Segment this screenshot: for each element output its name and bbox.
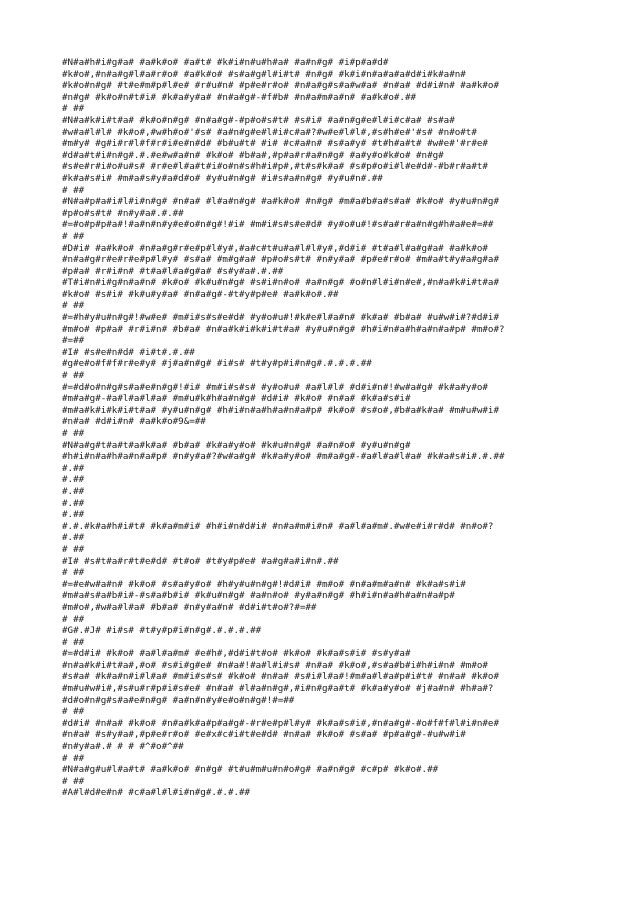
text-line: # ## [62, 613, 85, 625]
text-line: #.## [62, 474, 85, 486]
text-line: #s#e#r#i#o#u#s# #r#e#l#a#t#i#o#n#s#h#i#p#,#t#s#k#a# #s#p#o#i#l#e#d#-#b#r#a#t# [62, 161, 488, 173]
text-line: #s#a# #k#a#n#i#l#a# #m#i#s#s# #k#o# #n#a# #s#i#l#a#!#m#a#l#a#p#i#t# #n#a# #k#o# [62, 671, 499, 683]
text-line: #k#o#n#g# #t#e#m#p#l#e# #r#u#n# #p#e#r#o# #n#a#g#s#a#w#a# #n#a# #d#i#n# #a#k#o# [62, 80, 499, 92]
text-line: #d#i# #n#a# #k#o# #n#a#k#a#p#a#g#-#r#e#p#l#y# #k#a#s#i#,#n#a#g#-#o#f#f#l#i#n#e# [62, 717, 499, 729]
text-line: #=#o#p#p#a#!#a#n#n#y#e#o#n#g#!#i# #m#i#s#s#e#d# #y#o#u#!#s#a#r#a#n#g#h#a#e#=## [62, 219, 494, 231]
text-line: #m#y# #g#i#r#l#f#r#i#e#n#d# #b#u#t# #i# #c#a#n# #s#a#y# #t#h#a#t# #w#e#'#r#e# [62, 138, 488, 150]
text-line: #d#a#t#i#n#g#.#.#e#w#a#n# #k#o# #b#a#,#p#a#r#a#n#g# #a#y#o#k#o# #n#g# [62, 149, 444, 161]
text-line: #k#o#,#n#a#g#l#a#r#o# #a#k#o# #s#a#g#l#i#t# #n#g# #k#i#n#a#a#a#d#i#k#a#n# [62, 68, 466, 80]
text-line: # ## [62, 636, 85, 648]
text-line: # ## [62, 706, 85, 718]
text-line: #.#.#k#a#h#i#t# #k#a#m#i# #h#i#n#d#i# #n#a#m#i#n# #a#l#a#m#.#w#e#i#r#d# #n#o#? [62, 520, 494, 532]
text-line: #p#o#s#t# #n#y#a#.#.## [62, 207, 184, 219]
text-line: #.## [62, 462, 85, 474]
text-line: #G#.#J# #i#s# #t#y#p#i#n#g#.#.#.#.## [62, 625, 262, 637]
text-line: #w#a#l#l# #k#o#,#w#h#o#'#s# #a#n#g#e#l#i#c#a#?#w#e#l#l#,#s#h#e#'#s# #n#o#t# [62, 126, 477, 138]
text-line: #n#a#g#r#e#r#e#p#l#y# #s#a# #m#g#a# #p#o#s#t# #n#y#a# #p#e#r#o# #m#a#t#y#a#g#a# [62, 254, 499, 266]
text-line: #N#a#p#a#i#l#i#n#g# #n#a# #l#a#n#g# #a#k#o# #n#g# #m#a#b#a#s#a# #k#o# #y#u#n#g# [62, 196, 499, 208]
text-line: #n#a#k#i#t#a#,#o# #s#i#g#e# #n#a#!#a#l#i#s# #n#a# #k#o#,#s#a#b#i#h#i#n# #m#o# [62, 659, 488, 671]
text-line: # ## [62, 567, 85, 579]
text-line: #m#o#,#w#a#l#a# #b#a# #n#y#a#n# #d#i#t#o#?#=## [62, 601, 317, 613]
text-line: #g#e#o#f#f#r#e#y# #j#a#n#g# #i#s# #t#y#p#i#n#g#.#.#.#.## [62, 358, 372, 370]
text-line: #h#i#n#a#h#a#n#a#p# #n#y#a#?#w#a#g# #k#a#y#o# #m#a#g#-#a#l#a#l#a# #k#a#s#i#.#.## [62, 451, 505, 463]
text-line: # ## [62, 775, 85, 787]
text-line: #=## [62, 335, 85, 347]
text-line: #k#o# #s#i# #k#u#y#a# #n#a#g#-#t#y#p#e# #a#k#o#.## [62, 288, 339, 300]
text-line: #=#e#w#a#n# #k#o# #s#a#y#o# #h#y#u#n#g#!#d#i# #m#o# #n#a#m#a#n# #k#a#s#i# [62, 578, 466, 590]
text-line: #k#a#s#i# #m#a#s#y#a#d#o# #y#u#n#g# #i#s#a#n#g# #y#u#n#.## [62, 172, 383, 184]
text-line: #.## [62, 532, 85, 544]
text-line: #=#h#y#u#n#g#!#w#e# #m#i#s#s#e#d# #y#o#u#!#k#e#l#a#n# #k#a# #b#a# #u#w#i#?#d#i# [62, 312, 499, 324]
text-line: # ## [62, 103, 85, 115]
document-body [62, 57, 622, 799]
text-line: #d#o#n#g#s#a#e#n#g# #a#n#n#y#e#o#n#g#!#=## [62, 694, 295, 706]
text-line: #N#a#g#u#l#a#t# #a#k#o# #n#g# #t#u#m#u#n#o#g# #a#n#g# #c#p# #k#o#.## [62, 764, 439, 776]
text-line: # ## [62, 184, 85, 196]
text-line: #.## [62, 509, 85, 521]
text-line: #I# #s#t#a#r#t#e#d# #t#o# #t#y#p#e# #a#g#a#i#n#.## [62, 555, 339, 567]
text-line: #N#a#k#i#t#a# #k#o#n#g# #n#a#g#-#p#o#s#t# #s#i# #a#n#g#e#l#i#c#a# #s#a# [62, 114, 455, 126]
text-line: #m#u#w#i#,#s#u#r#p#i#s#e# #n#a# #l#a#n#g#,#i#n#g#a#t# #k#a#y#o# #j#a#n# #h#a#? [62, 683, 494, 695]
text-line: #n#y#a#.# # # #^#o#^## [62, 741, 184, 753]
text-line: # ## [62, 230, 85, 242]
text-line: #.## [62, 485, 85, 497]
text-line: #n#a# #d#i#n# #a#k#o#9&=## [62, 416, 206, 428]
text-line: # ## [62, 370, 85, 382]
text-line: #D#i# #a#k#o# #n#a#g#r#e#p#l#y#,#a#c#t#u#a#l#l#y#,#d#i# #t#a#l#a#g#a# #a#k#o# [62, 242, 488, 254]
text-line: #A#l#d#e#n# #c#a#l#l#i#n#g#.#.#.## [62, 787, 251, 799]
text-line: #m#a#k#i#k#i#t#a# #y#u#n#g# #h#i#n#a#h#a#n#a#p# #k#o# #s#o#,#b#a#k#a# #m#u#w#i# [62, 404, 499, 416]
text-line: #m#a#g#-#a#l#a#l#a# #m#u#k#h#a#n#g# #d#i# #k#o# #n#a# #k#a#s#i# [62, 393, 411, 405]
text-line: #n#a# #s#y#a#,#p#e#r#o# #e#x#c#i#t#e#d# #n#a# #k#o# #s#a# #p#a#g#-#u#w#i# [62, 729, 466, 741]
text-line: #m#a#s#a#b#i#-#s#a#b#i# #k#u#n#g# #a#n#o# #y#a#n#g# #h#i#n#a#h#a#n#a#p# [62, 590, 455, 602]
text-line: # ## [62, 428, 85, 439]
text-line: #T#i#n#i#g#n#a#n# #k#o# #k#u#n#g# #s#i#n#o# #a#n#g# #o#n#l#i#n#e#,#n#a#k#i#t#a# [62, 277, 499, 289]
text-line: # ## [62, 543, 85, 555]
text-line: # ## [62, 300, 85, 312]
text-line: #N#a#g#t#a#t#a#k#a# #b#a# #k#a#y#o# #k#u#n#g# #a#n#o# #y#u#n#g# [62, 439, 411, 451]
text-line: #N#a#h#i#g#a# #a#k#o# #a#t# #k#i#n#u#h#a# #a#n#g# #i#p#a#d# [62, 57, 389, 68]
text-line: #.## [62, 497, 85, 509]
text-line: #m#o# #p#a# #r#i#n# #b#a# #n#a#k#i#k#i#t#a# #y#u#n#g# #h#i#n#a#h#a#n#a#p# #m#o#? [62, 323, 505, 335]
text-line: # ## [62, 752, 85, 764]
text-line: #n#g# #k#o#n#t#i# #k#a#y#a# #n#a#g#-#f#b# #n#a#m#a#n# #a#k#o#.## [62, 91, 417, 103]
text-line: #=#d#o#n#g#s#a#e#n#g#!#i# #m#i#s#s# #y#o#u# #a#l#l# #d#i#n#!#w#a#g# #k#a#y#o# [62, 381, 488, 393]
text-line: #I# #s#e#n#d# #i#t#.#.## [62, 346, 195, 358]
text-line: #=#d#i# #k#o# #a#l#a#m# #e#h#,#d#i#t#o# #k#o# #k#a#s#i# #s#y#a# [62, 648, 411, 660]
text-line: #p#a# #r#i#n# #t#a#l#a#g#a# #s#y#a#.#.## [62, 265, 284, 277]
